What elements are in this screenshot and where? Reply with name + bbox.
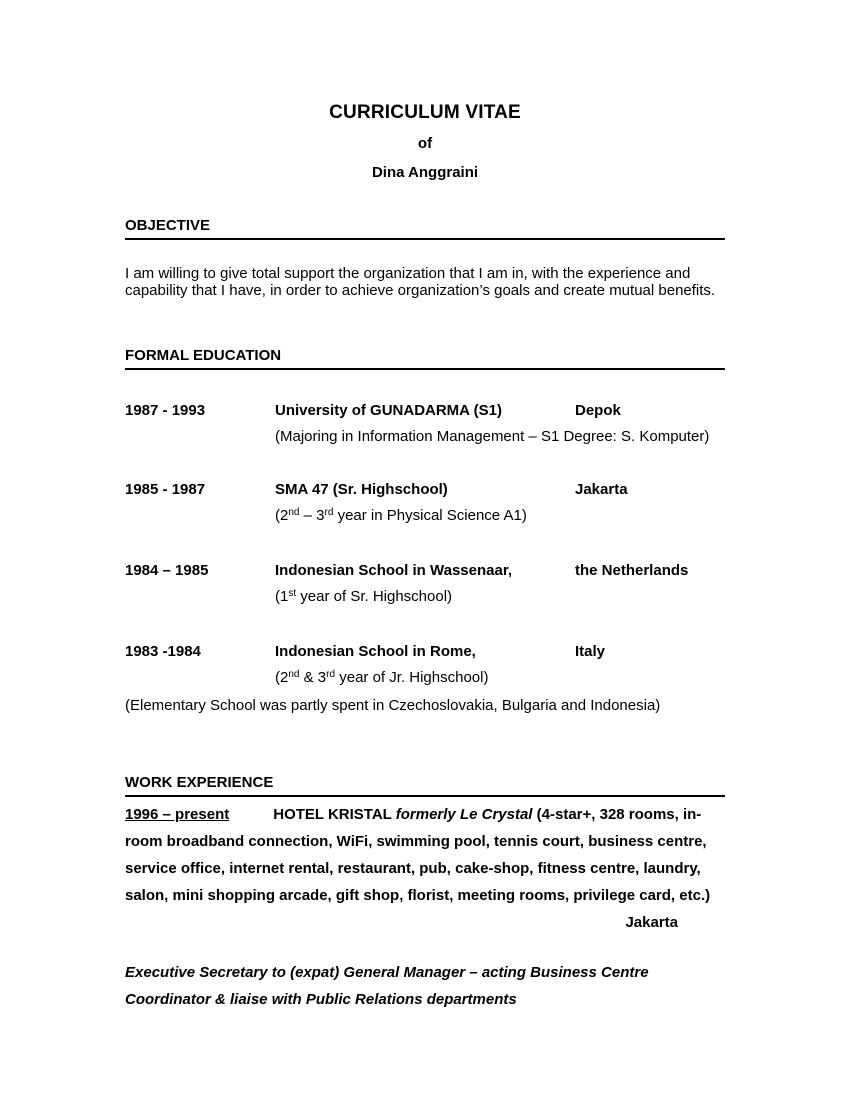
objective-section-heading: OBJECTIVE	[125, 217, 725, 240]
document-author-name: Dina Anggraini	[371, 164, 479, 181]
education-entry-row	[125, 481, 725, 498]
education-location: the Netherlands	[575, 562, 689, 579]
education-institution: SMA 47 (Sr. Highschool)	[275, 481, 448, 498]
education-entry	[125, 643, 725, 688]
document-title: CURRICULUM VITAE	[329, 102, 521, 123]
education-period: 1984 – 1985	[125, 562, 209, 579]
document-subtitle: of	[417, 135, 433, 152]
objective-text: I am willing to give total support the organization that I am in, with the experience and capability that I have, in order to achieve organization’s goals and create mutual benefits.	[125, 265, 716, 299]
education-institution: University of GUNADARMA (S1)	[275, 402, 502, 419]
education-detail: (1st year of Sr. Highschool)	[275, 588, 453, 605]
education-detail: (2nd – 3rd year in Physical Science A1)	[275, 507, 527, 524]
work-position-title: Executive Secretary to (expat) General Manager – acting Business Centre Coordinator & liaise with Public Relations departments	[125, 964, 649, 1008]
work-employer: HOTEL KRISTAL	[273, 806, 396, 823]
work-period: 1996 – present	[125, 806, 230, 823]
education-institution: Indonesian School in Rome,	[275, 643, 476, 660]
education-institution: Indonesian School in Wassenaar,	[275, 562, 513, 579]
education-entry	[125, 481, 725, 526]
education-entry	[125, 402, 725, 445]
education-location: Jakarta	[575, 481, 628, 498]
education-detail: (2nd & 3rd year of Jr. Highschool)	[275, 669, 489, 686]
education-detail: (Majoring in Information Management – S1 Degree: S. Komputer)	[275, 428, 710, 445]
work-section-heading: WORK EXPERIENCE	[125, 774, 725, 797]
education-entry-row	[125, 562, 725, 579]
education-entry	[125, 562, 725, 607]
education-section-heading: FORMAL EDUCATION	[125, 347, 725, 370]
work-entry-paragraph	[125, 801, 725, 909]
education-entry-row	[125, 402, 725, 419]
education-period: 1985 - 1987	[125, 481, 206, 498]
education-period: 1983 -1984	[125, 643, 201, 660]
education-entry-row	[125, 643, 725, 660]
education-note: (Elementary School was partly spent in Czechoslovakia, Bulgaria and Indonesia)	[125, 697, 661, 714]
education-location: Depok	[575, 402, 621, 419]
education-entries	[125, 402, 725, 714]
work-employer-former-name: formerly Le Crystal	[395, 806, 533, 823]
work-employer-description: (4-star+, 328 rooms, in-room broadband connection, WiFi, swimming pool, tennis court, business centre, service office, internet rental, restaurant, pub, cake-shop, fitness centre, laundry, salon, mini shopping arcade, gift shop, florist, meeting rooms, privilege card, etc.)	[125, 806, 711, 904]
work-location: Jakarta	[625, 914, 678, 931]
education-location: Italy	[575, 643, 606, 660]
education-period: 1987 - 1993	[125, 402, 206, 419]
